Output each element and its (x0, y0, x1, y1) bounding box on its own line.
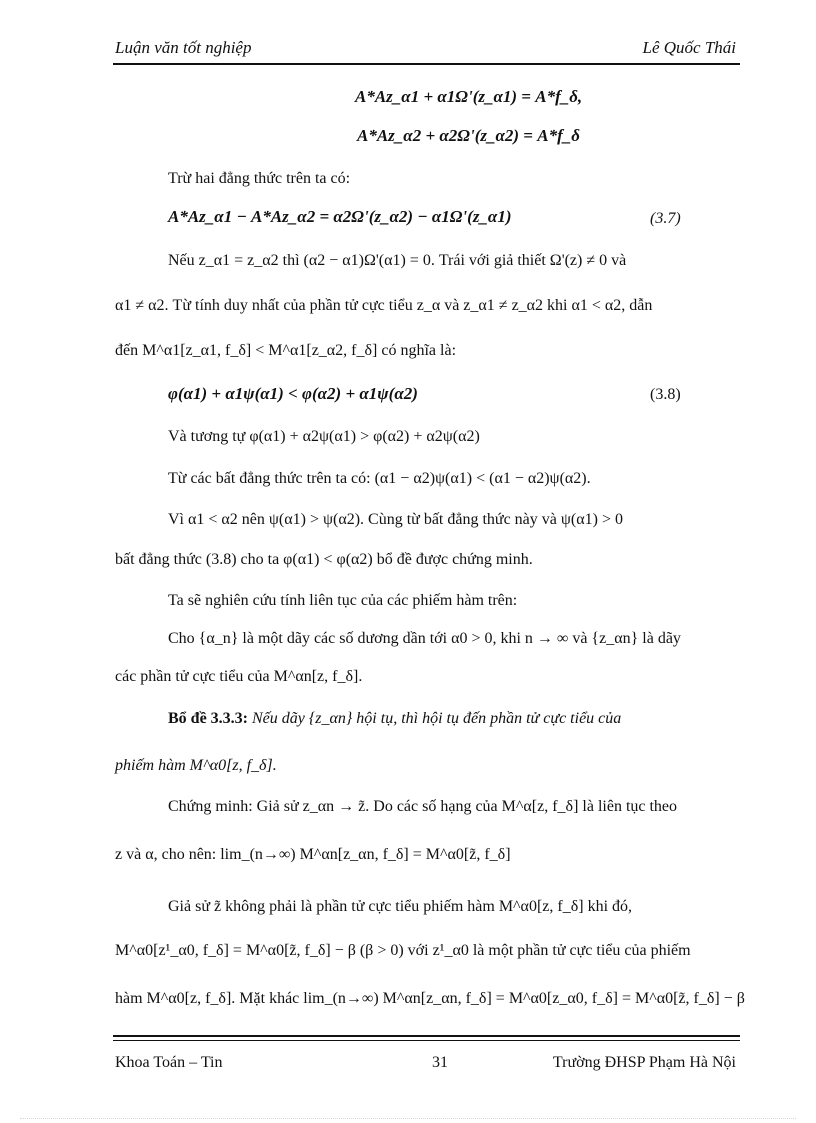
footer-rule (113, 1035, 740, 1037)
lemma-line (168, 710, 621, 728)
equation-d: φ(α1) + α1ψ(α1) < φ(α2) + α1ψ(α2) (168, 384, 418, 403)
paragraph-line: M^α0[z¹_α0, f_δ] = M^α0[z̃, f_δ] − β (β > 0) với z¹_α0 là một phần tử cực tiểu của phiếm (115, 942, 691, 959)
footer-left-text: Khoa Toán – Tin (115, 1054, 223, 1071)
header-left-text: Luận văn tốt nghiệp (115, 38, 252, 57)
footer-rule-thin (113, 1040, 740, 1041)
equation-number: (3.7) (650, 210, 681, 227)
page-edge-divider (20, 1118, 796, 1119)
paragraph-line: đến M^α1[z_α1, f_δ] < M^α1[z_α2, f_δ] có nghĩa là: (115, 342, 457, 359)
paragraph-line: Giả sử z̃ không phải là phần tử cực tiểu phiếm hàm M^α0[z, f_δ] khi đó, (168, 898, 633, 915)
paragraph-line: các phần tử cực tiểu của M^αn[z, f_δ]. (115, 668, 363, 685)
paragraph-line: Cho {α_n} là một dãy các số dương dần tới α0 > 0, khi n → ∞ và {z_αn} là dãy (168, 630, 681, 647)
paragraph-line: Chứng minh: Giả sử z_αn → z̃. Do các số hạng của M^α[z, f_δ] là liên tục theo (168, 798, 678, 815)
footer-right-text: Trường ĐHSP Phạm Hà Nội (552, 1054, 736, 1071)
paragraph-line: Ta sẽ nghiên cứu tính liên tục của các phiếm hàm trên: (168, 592, 518, 609)
paragraph-line: Từ các bất đẳng thức trên ta có: (α1 − α2)ψ(α1) < (α1 − α2)ψ(α2). (168, 470, 591, 487)
equation-c: A*Az_α1 − A*Az_α2 = α2Ω'(z_α2) − α1Ω'(z_α1) (168, 207, 512, 226)
paragraph-line: z và α, cho nên: lim_(n→∞) M^αn[z_αn, f_δ] = M^α0[z̃, f_δ] (115, 846, 511, 863)
paragraph-line: Và tương tự φ(α1) + α2ψ(α1) > φ(α2) + α2ψ(α2) (168, 428, 480, 445)
equation-number: (3.8) (650, 386, 681, 403)
lemma-label: Bổ đề 3.3.3: (168, 710, 248, 727)
paragraph-line: Vì α1 < α2 nên ψ(α1) > ψ(α2). Cùng từ bất đẳng thức này và ψ(α1) > 0 (168, 511, 623, 528)
equation-b: A*Az_α2 + α2Ω'(z_α2) = A*f_δ (357, 126, 580, 145)
equation-a: A*Az_α1 + α1Ω'(z_α1) = A*f_δ, (355, 87, 583, 106)
paragraph-line: Trừ hai đẳng thức trên ta có: (168, 170, 351, 187)
header-rule (113, 63, 740, 65)
header-right-text: Lê Quốc Thái (642, 38, 736, 57)
lemma-text: Nếu dãy {z_αn} hội tụ, thì hội tụ đến phần tử cực tiểu của (248, 710, 622, 727)
paragraph-line: α1 ≠ α2. Từ tính duy nhất của phần tử cực tiểu z_α và z_α1 ≠ z_α2 khi α1 < α2, dẫn (115, 297, 653, 314)
paragraph-line: bất đẳng thức (3.8) cho ta φ(α1) < φ(α2) bổ đề được chứng minh. (115, 551, 533, 568)
lemma-line: phiếm hàm M^α0[z, f_δ]. (115, 757, 277, 774)
page-number: 31 (432, 1054, 448, 1071)
paragraph-line: hàm M^α0[z, f_δ]. Mặt khác lim_(n→∞) M^αn[z_αn, f_δ] = M^α0[z_α0, f_δ] = M^α0[z̃, f_δ] − β (115, 990, 745, 1007)
paragraph-line: Nếu z_α1 = z_α2 thì (α2 − α1)Ω'(α1) = 0. Trái với giả thiết Ω'(z) ≠ 0 và (168, 252, 627, 269)
